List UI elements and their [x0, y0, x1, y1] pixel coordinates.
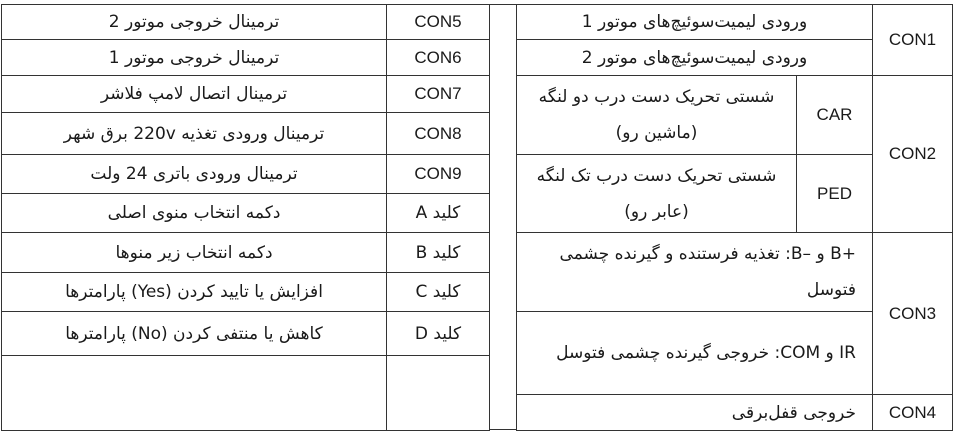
- row-description: کاهش یا منتفی کردن (No) پارامترها: [2, 312, 387, 356]
- table-row: [2, 40, 490, 76]
- con3-desc-1: +B و –B: تغذیه فرستنده و گیرنده چشمی فتوسل: [517, 233, 873, 312]
- row-code: CON9: [387, 155, 490, 194]
- table-row-empty: [2, 356, 490, 431]
- table-row: [2, 5, 490, 40]
- con1-desc-2: ورودی لیمیت‌سوئیچ‌های موتور 2: [517, 40, 873, 76]
- table-row: [2, 113, 490, 155]
- con2-code: CON2: [873, 76, 953, 233]
- table-row: [517, 395, 953, 431]
- table-row: [2, 312, 490, 356]
- row-description: ترمینال خروجی موتور 1: [2, 40, 387, 76]
- row-description: ترمینال ورودی باتری 24 ولت: [2, 155, 387, 194]
- empty-cell: [2, 356, 387, 431]
- table-row: [2, 155, 490, 194]
- table-row: [2, 76, 490, 113]
- row-description: ترمینال اتصال لامپ فلاشر: [2, 76, 387, 113]
- row-description: افزایش یا تایید کردن (Yes) پارامترها: [2, 273, 387, 312]
- row-description: دکمه انتخاب زیر منوها: [2, 233, 387, 273]
- row-code: کلید D: [387, 312, 490, 356]
- con1-desc-1: ورودی لیمیت‌سوئیچ‌های موتور 1: [517, 5, 873, 40]
- row-code: CON5: [387, 5, 490, 40]
- table-row: [517, 76, 953, 155]
- row-code: کلید A: [387, 194, 490, 233]
- con4-desc: خروجی قفل‌برقی: [517, 395, 873, 431]
- row-description: ترمینال خروجی موتور 2: [2, 5, 387, 40]
- row-description: ترمینال ورودی تغذیه 220v برق شهر: [2, 113, 387, 155]
- table-gap: [489, 4, 516, 430]
- row-code: CON8: [387, 113, 490, 155]
- con3-code: CON3: [873, 233, 953, 395]
- con2-car-label: CAR: [797, 76, 873, 155]
- table-row: [2, 273, 490, 312]
- table-row: [2, 194, 490, 233]
- con1-code: CON1: [873, 5, 953, 76]
- empty-cell: [387, 356, 490, 431]
- terminal-table-right: [516, 4, 953, 431]
- con3-desc-2: IR و COM: خروجی گیرنده چشمی فتوسل: [517, 312, 873, 395]
- row-description: دکمه انتخاب منوی اصلی: [2, 194, 387, 233]
- row-code: CON6: [387, 40, 490, 76]
- con4-code: CON4: [873, 395, 953, 431]
- row-code: کلید C: [387, 273, 490, 312]
- table-row: [517, 5, 953, 40]
- row-code: CON7: [387, 76, 490, 113]
- table-row: [517, 233, 953, 312]
- table-row: [2, 233, 490, 273]
- row-code: کلید B: [387, 233, 490, 273]
- terminal-table-left: [1, 4, 490, 431]
- con2-ped-desc: شستی تحریک دست درب تک لنگه (عابر رو): [517, 155, 797, 233]
- con2-car-desc: شستی تحریک دست درب دو لنگه (ماشین رو): [517, 76, 797, 155]
- con2-ped-label: PED: [797, 155, 873, 233]
